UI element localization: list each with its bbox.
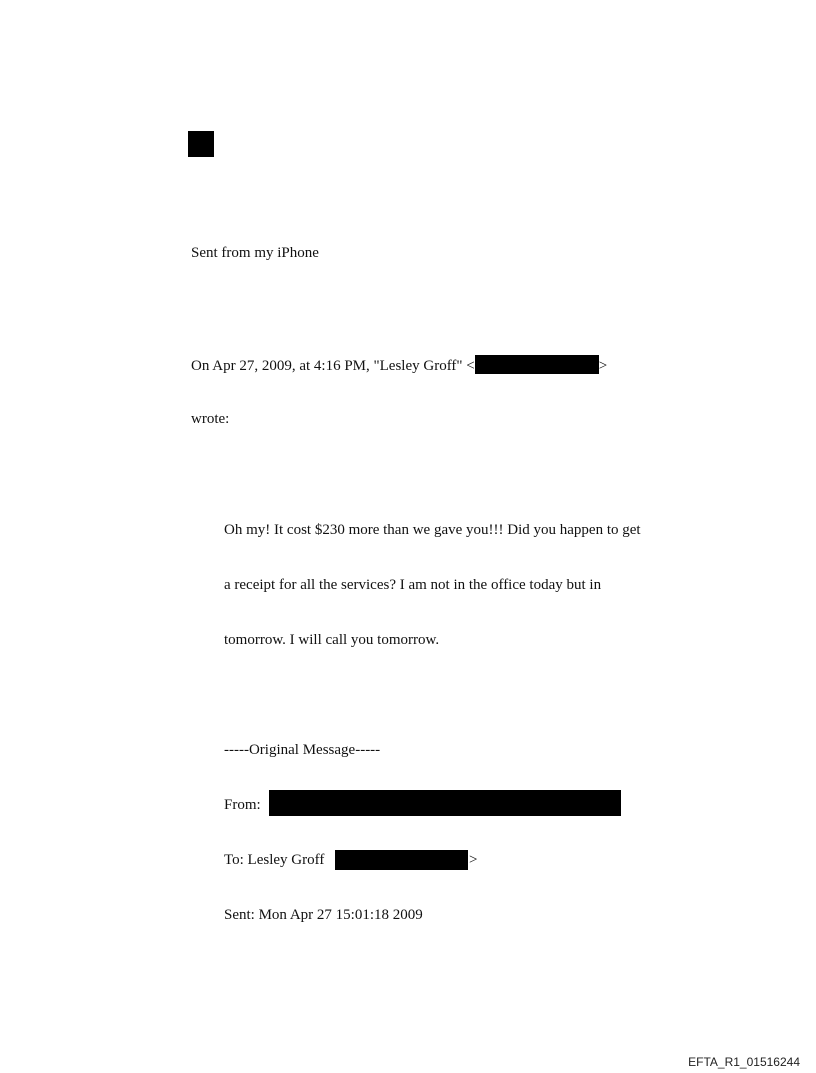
body-line-3: tomorrow. I will call you tomorrow. [224,632,440,648]
document-id-footer: EFTA_R1_01516244 [688,1055,800,1069]
original-message-separator: -----Original Message----- [224,742,381,758]
reply-wrote-line: wrote: [191,411,230,427]
body-line-1: Oh my! It cost $230 more than we gave you!!! Did you happen to get [224,522,641,538]
reply-header-text: On Apr 27, 2009, at 4:16 PM, "Lesley Groff" < [191,358,475,374]
from-label: From: [224,797,261,813]
from-redaction [269,790,621,816]
to-line [224,851,324,869]
to-close: > [469,852,478,868]
from-line [224,796,261,814]
to-label: To: Lesley Groff [224,852,325,868]
reply-header-close: > [598,358,608,374]
reply-header-line [191,355,607,375]
to-redaction [335,850,468,870]
sent-line: Sent: Mon Apr 27 15:01:18 2009 [224,907,423,923]
redaction-square [188,131,214,157]
body-line-2: a receipt for all the services? I am not in the office today but in [224,577,602,593]
email-redaction [475,355,599,374]
sent-from-line: Sent from my iPhone [191,245,319,261]
